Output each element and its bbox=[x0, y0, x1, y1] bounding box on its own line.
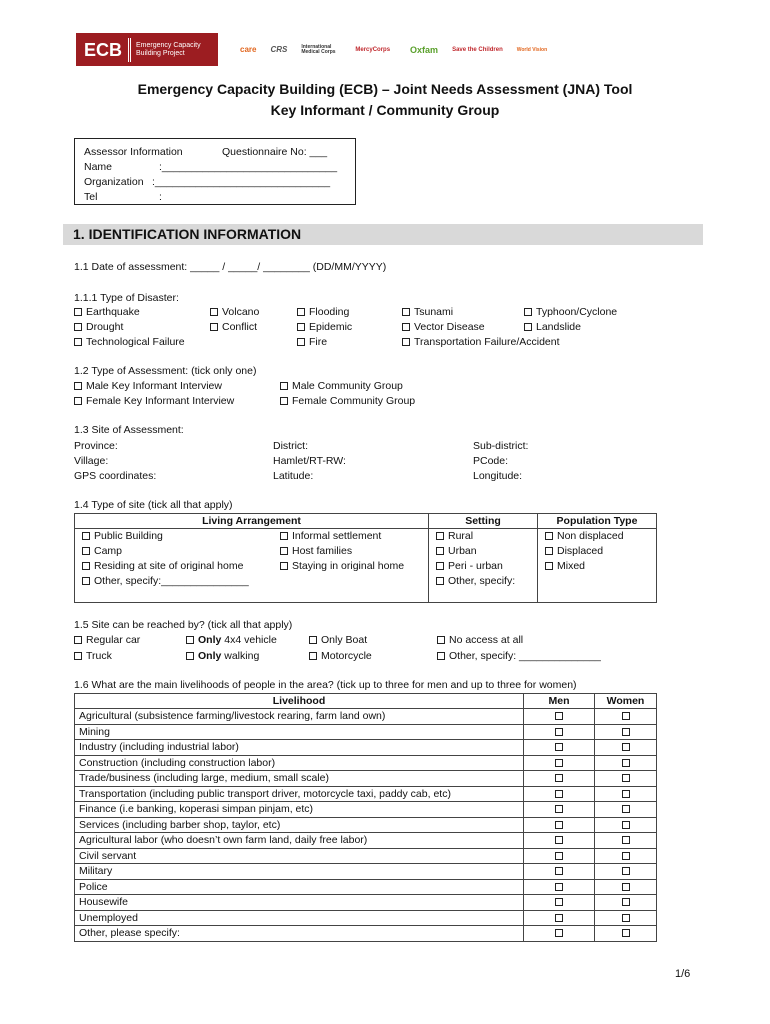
men-checkbox-cell[interactable] bbox=[524, 802, 595, 818]
setting-peri-urban[interactable] bbox=[436, 559, 533, 574]
checkbox-icon[interactable] bbox=[74, 382, 82, 390]
disaster-typhoon-label: Typhoon/Cyclone bbox=[536, 306, 618, 318]
assessment-male-cg-label: Male Community Group bbox=[292, 380, 403, 392]
name-field[interactable]: :______________________________ bbox=[159, 161, 338, 173]
checkbox-icon[interactable] bbox=[622, 852, 630, 860]
checkbox-icon[interactable] bbox=[280, 397, 288, 405]
men-checkbox-cell[interactable] bbox=[524, 817, 595, 833]
reach-walking-label: walking bbox=[221, 650, 260, 662]
checkbox-icon[interactable] bbox=[74, 338, 82, 346]
livelihood-row bbox=[75, 709, 657, 725]
livelihood-row bbox=[75, 879, 657, 895]
checkbox-icon[interactable] bbox=[622, 883, 630, 891]
village-field[interactable]: Village: bbox=[74, 455, 109, 467]
crs-logo: CRS bbox=[270, 45, 288, 54]
checkbox-icon[interactable] bbox=[402, 338, 410, 346]
checkbox-icon[interactable] bbox=[524, 308, 532, 316]
disaster-typhoon[interactable] bbox=[524, 306, 617, 318]
living-residing[interactable] bbox=[82, 559, 280, 574]
assessor-info-box bbox=[74, 138, 356, 205]
ecb-logo-name-line1: Emergency Capacity bbox=[136, 41, 201, 49]
disaster-tsunami-label: Tsunami bbox=[414, 306, 454, 318]
men-checkbox-cell[interactable] bbox=[524, 724, 595, 740]
living-staying[interactable] bbox=[280, 559, 404, 574]
checkbox-icon[interactable] bbox=[309, 636, 317, 644]
disaster-transportation[interactable] bbox=[402, 336, 560, 348]
pcode-field[interactable]: PCode: bbox=[473, 455, 509, 467]
disaster-landslide-label: Landslide bbox=[536, 321, 581, 333]
living-camp-label: Camp bbox=[94, 545, 123, 557]
checkbox-icon[interactable] bbox=[402, 323, 410, 331]
women-checkbox-cell[interactable] bbox=[595, 817, 657, 833]
ecb-logo-name bbox=[131, 42, 201, 58]
livelihood-label: Agricultural (subsistence farming/livestock rearing, farm land own) bbox=[75, 709, 524, 725]
checkbox-icon[interactable] bbox=[309, 652, 317, 660]
date-of-assessment[interactable]: 1.1 Date of assessment: _____ / _____/ ________ (DD/MM/YYYY) bbox=[74, 261, 387, 273]
assessment-female-ki-label: Female Key Informant Interview bbox=[86, 395, 235, 407]
livelihood-label: Finance (i.e banking, koperasi simpan pinjam, etc) bbox=[75, 802, 524, 818]
setting-header: Setting bbox=[429, 514, 538, 529]
checkbox-icon[interactable] bbox=[622, 914, 630, 922]
checkbox-icon[interactable] bbox=[622, 898, 630, 906]
population-non-displaced-label: Non displaced bbox=[557, 530, 624, 542]
checkbox-icon[interactable] bbox=[555, 914, 563, 922]
organization-label: Organization bbox=[84, 176, 144, 188]
checkbox-icon[interactable] bbox=[555, 712, 563, 720]
checkbox-icon[interactable] bbox=[82, 577, 90, 585]
disaster-flooding-label: Flooding bbox=[309, 306, 350, 318]
checkbox-icon[interactable] bbox=[622, 821, 630, 829]
assessment-female-ki[interactable] bbox=[74, 395, 234, 407]
checkbox-icon[interactable] bbox=[555, 883, 563, 891]
women-checkbox-cell[interactable] bbox=[595, 848, 657, 864]
livelihood-row bbox=[75, 926, 657, 942]
site-type-table bbox=[74, 513, 657, 603]
women-checkbox-cell[interactable] bbox=[595, 740, 657, 756]
checkbox-icon[interactable] bbox=[436, 562, 444, 570]
checkbox-icon[interactable] bbox=[545, 562, 553, 570]
livelihood-label: Civil servant bbox=[75, 848, 524, 864]
livelihood-header: Livelihood bbox=[75, 694, 524, 709]
population-displaced[interactable] bbox=[545, 544, 652, 559]
livelihoods-question: 1.6 What are the main livelihoods of people in the area? (tick up to three for men and up to three for women) bbox=[74, 679, 577, 691]
livelihood-row bbox=[75, 817, 657, 833]
checkbox-icon[interactable] bbox=[555, 852, 563, 860]
men-checkbox-cell[interactable] bbox=[524, 879, 595, 895]
reach-car[interactable] bbox=[74, 634, 140, 646]
checkbox-icon[interactable] bbox=[545, 532, 553, 540]
checkbox-icon[interactable] bbox=[280, 532, 288, 540]
checkbox-icon[interactable] bbox=[555, 836, 563, 844]
men-checkbox-cell[interactable] bbox=[524, 740, 595, 756]
men-checkbox-cell[interactable] bbox=[524, 926, 595, 942]
reach-no-access[interactable] bbox=[437, 634, 523, 646]
disaster-landslide[interactable] bbox=[524, 321, 581, 333]
assessment-type-label: 1.2 Type of Assessment: (tick only one) bbox=[74, 365, 257, 377]
women-checkbox-cell[interactable] bbox=[595, 864, 657, 880]
reach-walking-only: Only bbox=[198, 650, 222, 662]
women-checkbox-cell[interactable] bbox=[595, 833, 657, 849]
checkbox-icon[interactable] bbox=[74, 308, 82, 316]
disaster-drought-label: Drought bbox=[86, 321, 124, 333]
checkbox-icon[interactable] bbox=[297, 338, 305, 346]
checkbox-icon[interactable] bbox=[297, 308, 305, 316]
disaster-drought[interactable] bbox=[74, 321, 123, 333]
livelihood-label: Military bbox=[75, 864, 524, 880]
province-field[interactable]: Province: bbox=[74, 440, 118, 452]
checkbox-icon[interactable] bbox=[280, 382, 288, 390]
longitude-field[interactable]: Longitude: bbox=[473, 470, 523, 482]
living-residing-label: Residing at site of original home bbox=[94, 560, 244, 572]
women-checkbox-cell[interactable] bbox=[595, 724, 657, 740]
women-checkbox-cell[interactable] bbox=[595, 771, 657, 787]
setting-other[interactable] bbox=[436, 574, 533, 589]
livelihood-row bbox=[75, 802, 657, 818]
living-public-label: Public Building bbox=[94, 530, 163, 542]
setting-other-label: Other, specify: bbox=[448, 575, 516, 587]
disaster-technological-label: Technological Failure bbox=[86, 336, 185, 348]
livelihood-label: Construction (including construction labor) bbox=[75, 755, 524, 771]
site-reach-label: 1.5 Site can be reached by? (tick all that apply) bbox=[74, 619, 293, 631]
tel-label: Tel bbox=[84, 191, 98, 203]
reach-motorcycle-label: Motorcycle bbox=[321, 650, 372, 662]
gps-field[interactable]: GPS coordinates: bbox=[74, 470, 157, 482]
women-checkbox-cell[interactable] bbox=[595, 786, 657, 802]
checkbox-icon[interactable] bbox=[555, 898, 563, 906]
disaster-conflict-label: Conflict bbox=[222, 321, 258, 333]
disaster-epidemic[interactable] bbox=[297, 321, 352, 333]
reach-other-label: Other, specify: ______________ bbox=[449, 650, 601, 662]
checkbox-icon[interactable] bbox=[74, 636, 82, 644]
livelihood-label: Mining bbox=[75, 724, 524, 740]
living-other[interactable] bbox=[82, 574, 280, 589]
checkbox-icon[interactable] bbox=[437, 652, 445, 660]
ecb-logo-text: ECB bbox=[76, 38, 131, 62]
reach-truck[interactable] bbox=[74, 650, 112, 662]
care-logo: care bbox=[240, 45, 257, 54]
site-of-assessment-label: 1.3 Site of Assessment: bbox=[74, 424, 184, 436]
assessment-male-ki-label: Male Key Informant Interview bbox=[86, 380, 222, 392]
livelihood-label: Transportation (including public transport driver, motorcycle taxi, paddy cab, etc) bbox=[75, 786, 524, 802]
reach-boat[interactable] bbox=[309, 634, 367, 646]
women-checkbox-cell[interactable] bbox=[595, 910, 657, 926]
checkbox-icon[interactable] bbox=[82, 547, 90, 555]
women-header: Women bbox=[595, 694, 657, 709]
checkbox-icon[interactable] bbox=[555, 790, 563, 798]
checkbox-icon[interactable] bbox=[524, 323, 532, 331]
checkbox-icon[interactable] bbox=[186, 636, 194, 644]
living-informal-label: Informal settlement bbox=[292, 530, 382, 542]
disaster-flooding[interactable] bbox=[297, 306, 349, 318]
latitude-field[interactable]: Latitude: bbox=[273, 470, 314, 482]
checkbox-icon[interactable] bbox=[555, 774, 563, 782]
living-public[interactable] bbox=[82, 529, 280, 544]
checkbox-icon[interactable] bbox=[280, 562, 288, 570]
men-checkbox-cell[interactable] bbox=[524, 833, 595, 849]
checkbox-icon[interactable] bbox=[545, 547, 553, 555]
women-checkbox-cell[interactable] bbox=[595, 755, 657, 771]
disaster-fire-label: Fire bbox=[309, 336, 328, 348]
ecb-logo-name-line2: Building Project bbox=[136, 49, 185, 57]
checkbox-icon[interactable] bbox=[436, 532, 444, 540]
living-other-label: Other, specify:_______________ bbox=[94, 575, 249, 587]
assessment-female-cg[interactable] bbox=[280, 395, 415, 407]
assessor-info-label: Assessor Information bbox=[84, 146, 183, 158]
checkbox-icon[interactable] bbox=[82, 562, 90, 570]
livelihood-label: Housewife bbox=[75, 895, 524, 911]
reach-4x4-only: Only bbox=[198, 634, 222, 646]
district-field[interactable]: District: bbox=[273, 440, 308, 452]
checkbox-icon[interactable] bbox=[280, 547, 288, 555]
disaster-fire[interactable] bbox=[297, 336, 327, 348]
imc-logo: International Medical Corps bbox=[301, 43, 336, 55]
population-type-header: Population Type bbox=[538, 514, 657, 529]
women-checkbox-cell[interactable] bbox=[595, 802, 657, 818]
men-checkbox-cell[interactable] bbox=[524, 786, 595, 802]
livelihood-label: Services (including barber shop, taylor, etc) bbox=[75, 817, 524, 833]
organization-field[interactable]: :______________________________ bbox=[152, 176, 331, 188]
checkbox-icon[interactable] bbox=[622, 805, 630, 813]
population-non-displaced[interactable] bbox=[545, 529, 652, 544]
header-logos bbox=[76, 33, 652, 66]
living-camp[interactable] bbox=[82, 544, 280, 559]
checkbox-icon[interactable] bbox=[210, 308, 218, 316]
men-checkbox-cell[interactable] bbox=[524, 910, 595, 926]
checkbox-icon[interactable] bbox=[622, 743, 630, 751]
livelihood-row bbox=[75, 848, 657, 864]
checkbox-icon[interactable] bbox=[622, 712, 630, 720]
checkbox-icon[interactable] bbox=[82, 532, 90, 540]
disaster-epidemic-label: Epidemic bbox=[309, 321, 353, 333]
checkbox-icon[interactable] bbox=[622, 728, 630, 736]
disaster-type-label: 1.1.1 Type of Disaster: bbox=[74, 292, 179, 304]
checkbox-icon[interactable] bbox=[437, 636, 445, 644]
questionnaire-number[interactable]: Questionnaire No: ___ bbox=[222, 146, 328, 158]
checkbox-icon[interactable] bbox=[622, 759, 630, 767]
disaster-transportation-label: Transportation Failure/Accident bbox=[414, 336, 560, 348]
population-mixed[interactable] bbox=[545, 559, 652, 574]
checkbox-icon[interactable] bbox=[210, 323, 218, 331]
living-staying-label: Staying in original home bbox=[292, 560, 405, 572]
disaster-volcano-label: Volcano bbox=[222, 306, 260, 318]
checkbox-icon[interactable] bbox=[402, 308, 410, 316]
women-checkbox-cell[interactable] bbox=[595, 926, 657, 942]
setting-peri-urban-label: Peri - urban bbox=[448, 560, 503, 572]
checkbox-icon[interactable] bbox=[297, 323, 305, 331]
livelihood-label: Industry (including industrial labor) bbox=[75, 740, 524, 756]
reach-no-access-label: No access at all bbox=[449, 634, 524, 646]
name-label: Name bbox=[84, 161, 113, 173]
reach-car-label: Regular car bbox=[86, 634, 141, 646]
disaster-vector[interactable] bbox=[402, 321, 485, 333]
reach-motorcycle[interactable] bbox=[309, 650, 372, 662]
disaster-earthquake-label: Earthquake bbox=[86, 306, 140, 318]
livelihood-row bbox=[75, 864, 657, 880]
population-displaced-label: Displaced bbox=[557, 545, 604, 557]
assessment-female-cg-label: Female Community Group bbox=[292, 395, 416, 407]
ecb-logo bbox=[76, 33, 218, 66]
checkbox-icon[interactable] bbox=[555, 821, 563, 829]
living-informal[interactable] bbox=[280, 529, 404, 544]
living-host-label: Host families bbox=[292, 545, 353, 557]
livelihood-row bbox=[75, 786, 657, 802]
livelihood-row bbox=[75, 740, 657, 756]
checkbox-icon[interactable] bbox=[436, 547, 444, 555]
reach-boat-label: Only Boat bbox=[321, 634, 368, 646]
living-arrangement-cell bbox=[75, 529, 429, 603]
oxfam-logo: Oxfam bbox=[410, 44, 439, 55]
population-mixed-label: Mixed bbox=[557, 560, 586, 572]
mercycorps-logo: MercyCorps bbox=[355, 46, 391, 53]
checkbox-icon[interactable] bbox=[555, 743, 563, 751]
save-the-children-logo: Save the Children bbox=[452, 46, 503, 53]
section-heading: 1. IDENTIFICATION INFORMATION bbox=[63, 224, 703, 245]
setting-urban-label: Urban bbox=[448, 545, 477, 557]
livelihood-table bbox=[74, 693, 657, 942]
checkbox-icon[interactable] bbox=[622, 929, 630, 937]
checkbox-icon[interactable] bbox=[555, 929, 563, 937]
reach-4x4-label: 4x4 vehicle bbox=[221, 634, 277, 646]
livelihood-label: Other, please specify: bbox=[75, 926, 524, 942]
checkbox-icon[interactable] bbox=[622, 774, 630, 782]
checkbox-icon[interactable] bbox=[622, 836, 630, 844]
men-checkbox-cell[interactable] bbox=[524, 771, 595, 787]
hamlet-field[interactable]: Hamlet/RT-RW: bbox=[273, 455, 346, 467]
type-of-site-label: 1.4 Type of site (tick all that apply) bbox=[74, 499, 233, 511]
setting-rural[interactable] bbox=[436, 529, 533, 544]
reach-other[interactable] bbox=[437, 650, 601, 662]
assessment-male-cg[interactable] bbox=[280, 380, 403, 392]
disaster-vector-label: Vector Disease bbox=[414, 321, 485, 333]
livelihood-label: Police bbox=[75, 879, 524, 895]
women-checkbox-cell[interactable] bbox=[595, 879, 657, 895]
checkbox-icon[interactable] bbox=[622, 867, 630, 875]
disaster-tsunami[interactable] bbox=[402, 306, 453, 318]
population-type-cell bbox=[538, 529, 657, 603]
men-checkbox-cell[interactable] bbox=[524, 848, 595, 864]
world-vision-logo: World Vision bbox=[516, 46, 548, 53]
livelihood-row bbox=[75, 910, 657, 926]
men-checkbox-cell[interactable] bbox=[524, 864, 595, 880]
women-checkbox-cell[interactable] bbox=[595, 709, 657, 725]
subdistrict-field[interactable]: Sub-district: bbox=[473, 440, 529, 452]
men-header: Men bbox=[524, 694, 595, 709]
setting-urban[interactable] bbox=[436, 544, 533, 559]
men-checkbox-cell[interactable] bbox=[524, 755, 595, 771]
livelihood-label: Unemployed bbox=[75, 910, 524, 926]
reach-truck-label: Truck bbox=[86, 650, 112, 662]
tel-field[interactable]: : bbox=[159, 191, 162, 203]
document-subtitle: Key Informant / Community Group bbox=[270, 102, 500, 118]
checkbox-icon[interactable] bbox=[555, 759, 563, 767]
livelihood-row bbox=[75, 771, 657, 787]
checkbox-icon[interactable] bbox=[555, 867, 563, 875]
page-number: 1/6 bbox=[675, 968, 691, 980]
living-host[interactable] bbox=[280, 544, 404, 559]
disaster-volcano[interactable] bbox=[210, 306, 259, 318]
disaster-earthquake[interactable] bbox=[74, 306, 140, 318]
livelihood-row bbox=[75, 755, 657, 771]
livelihood-label: Agricultural labor (who doesn’t own farm land, daily free labor) bbox=[75, 833, 524, 849]
livelihood-row bbox=[75, 724, 657, 740]
checkbox-icon[interactable] bbox=[74, 652, 82, 660]
checkbox-icon[interactable] bbox=[436, 577, 444, 585]
document-title: Emergency Capacity Building (ECB) – Joint Needs Assessment (JNA) Tool bbox=[137, 81, 633, 97]
reach-walking[interactable] bbox=[186, 650, 259, 662]
setting-rural-label: Rural bbox=[448, 530, 474, 542]
assessment-male-ki[interactable] bbox=[74, 380, 222, 392]
men-checkbox-cell[interactable] bbox=[524, 709, 595, 725]
men-checkbox-cell[interactable] bbox=[524, 895, 595, 911]
checkbox-icon[interactable] bbox=[74, 323, 82, 331]
checkbox-icon[interactable] bbox=[555, 805, 563, 813]
reach-4x4[interactable] bbox=[186, 634, 277, 646]
disaster-technological[interactable] bbox=[74, 336, 185, 348]
women-checkbox-cell[interactable] bbox=[595, 895, 657, 911]
checkbox-icon[interactable] bbox=[186, 652, 194, 660]
livelihood-label: Trade/business (including large, medium, small scale) bbox=[75, 771, 524, 787]
livelihood-row bbox=[75, 895, 657, 911]
livelihood-row bbox=[75, 833, 657, 849]
disaster-conflict[interactable] bbox=[210, 321, 257, 333]
checkbox-icon[interactable] bbox=[622, 790, 630, 798]
setting-cell bbox=[429, 529, 538, 603]
checkbox-icon[interactable] bbox=[555, 728, 563, 736]
checkbox-icon[interactable] bbox=[74, 397, 82, 405]
living-arrangement-header: Living Arrangement bbox=[75, 514, 429, 529]
